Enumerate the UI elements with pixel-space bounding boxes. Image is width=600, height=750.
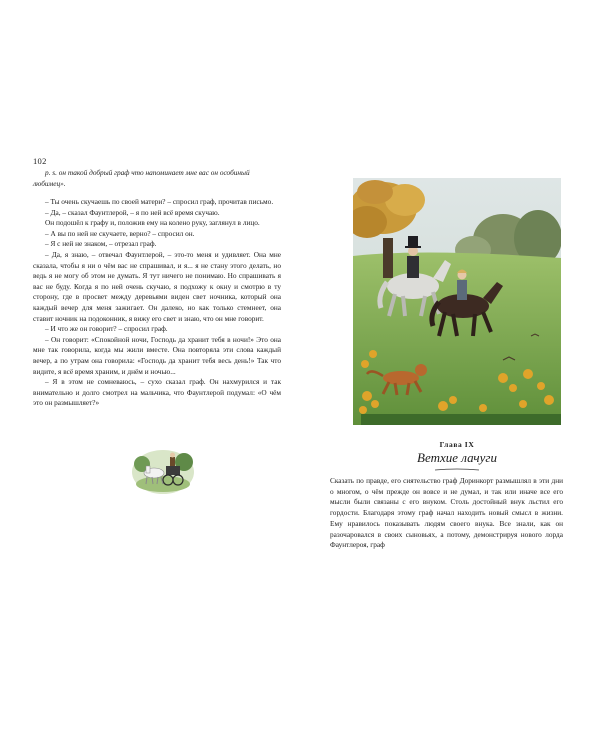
paragraph: Он подошёл к графу и, положив ему на колено руку, заглянул в лицо. [45,218,260,228]
paragraph: – И что же он говорит? – спросил граф. [45,324,168,334]
paragraph: Сказать по правде, его сиятельство граф Доринкорт размышлял в эти дни о многом, о чём прежде он вовсе и не думал, и так или иначе все его мысли были связаны с его внуком. Столь достойный внук льстил его гордости. Благодаря этому граф начал находить новый смысл в жизни. Ему нравилось показывать людям своего внука. Все знали, как он разочаровался в своих сыновьях, а потому, демонстрируя нового лорда Фаунтлероя, граф [330,476,563,550]
paragraph: – Я в этом не сомневаюсь, – сухо сказал граф. Он нахмурился и так внимательно и долго смотрел на мальчика, что Фаунтлерой подумал: «О чём это он размышляет?» [33,377,281,408]
title-underline-ornament [433,468,481,472]
paragraph: – Да, – сказал Фаунтлерой, – я по ней всё время скучаю. [45,207,220,217]
left-text-column [33,167,281,409]
paragraph: – Он говорит: «Спокойной ночи, Господь да хранит тебя в ночи!» Это она мне так говорила, когда мы жили вместе. Она повторяла эти слова каждый вечер, а по утрам она говорила: «Господь да хранит тебя весь день!» Так что видите, я всё время храним, и днём и ночью... [33,334,281,376]
paragraph: – А вы по ней не скучаете, верно? – спросил он. [45,228,195,238]
chapter-title: Ветхие лачуги [417,450,497,465]
paragraph: – Ты очень скучаешь по своей матери? – спросил граф, прочитав письмо. [45,197,274,206]
right-text-column [330,476,563,551]
chapter-label: Глава IX [439,440,475,449]
pony-cart-vignette [130,442,196,496]
page-number: 102 [33,156,47,166]
paragraph: – Я с ней не знаком, – отрезал граф. [45,239,157,249]
chapter-illustration [353,178,561,425]
paragraph: – Да, я знаю, – отвечал Фаунтлерой, – это-то меня и удивляет. Она мне сказала, чтобы я ни о чём вас не спрашивал, и я... я не стану этого делать, но ведь я не могу об этом не думать. Я тут ничего не понимаю. Но спрашивать я вас не буду. Когда я по ней очень скучаю, я подхожу к окну и смотрю в ту сторону, где в просвет между деревьями виден свет ночника, который она каждый вечер для меня зажигает. Он далеко, но как только стемнеет, она ставит ночник на подоконник, я вижу его свет и знаю, что он мне говорит. [33,249,281,323]
letter-postscript: p. s. он такой добрый граф что напоминает мне вас он особиный любимец». [33,168,250,188]
